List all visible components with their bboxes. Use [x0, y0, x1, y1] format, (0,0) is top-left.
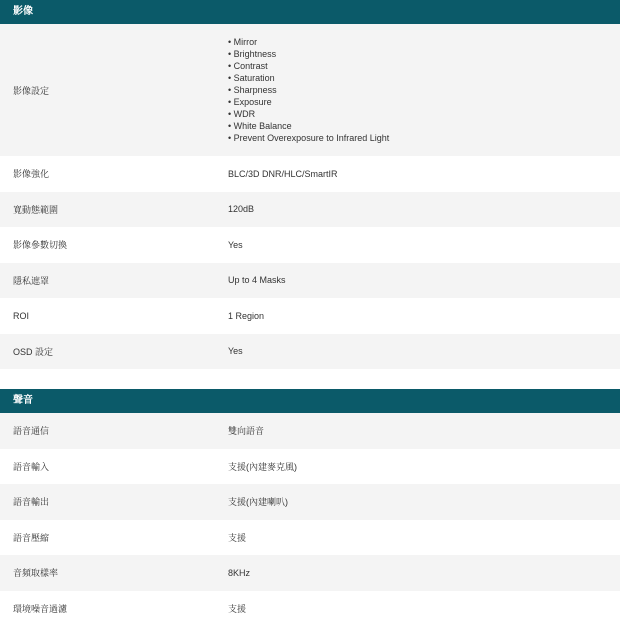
spec-value	[213, 24, 620, 156]
spec-label: 語音壓縮	[0, 520, 213, 556]
audio-spec-table	[0, 413, 620, 620]
table-row	[0, 591, 620, 620]
spec-label: ROI	[0, 298, 213, 334]
spec-value: 支援	[213, 520, 620, 556]
image-settings-list	[228, 36, 620, 145]
section-spacer	[0, 369, 620, 389]
list-item: • WDR	[228, 108, 620, 120]
spec-value: 支援(內建喇叭)	[213, 484, 620, 520]
video-section-title: 影像	[0, 0, 620, 24]
spec-label: 語音輸入	[0, 449, 213, 485]
list-item: • Brightness	[228, 48, 620, 60]
list-item: • White Balance	[228, 120, 620, 132]
spec-label: 影像設定	[0, 24, 213, 156]
list-item: • Sharpness	[228, 84, 620, 96]
spec-value: 120dB	[213, 192, 620, 228]
table-row	[0, 192, 620, 228]
list-item: • Contrast	[228, 60, 620, 72]
list-item: • Mirror	[228, 36, 620, 48]
table-row	[0, 227, 620, 263]
video-spec-table	[0, 24, 620, 369]
spec-label: 影像強化	[0, 156, 213, 192]
audio-section-title: 聲音	[0, 389, 620, 413]
table-row	[0, 555, 620, 591]
spec-value: 8KHz	[213, 555, 620, 591]
list-item: • Saturation	[228, 72, 620, 84]
spec-value: 雙向語音	[213, 413, 620, 449]
spec-label: 影像參數切換	[0, 227, 213, 263]
list-item: • Prevent Overexposure to Infrared Light	[228, 132, 620, 144]
spec-label: 環境噪音過濾	[0, 591, 213, 620]
spec-label: 音頻取樣率	[0, 555, 213, 591]
list-item: • Exposure	[228, 96, 620, 108]
table-row	[0, 156, 620, 192]
spec-value: 支援(內建麥克風)	[213, 449, 620, 485]
spec-value: 1 Region	[213, 298, 620, 334]
spec-label: 寬動態範圍	[0, 192, 213, 228]
spec-label: 隱私遮罩	[0, 263, 213, 299]
spec-value: Yes	[213, 227, 620, 263]
table-row	[0, 484, 620, 520]
spec-value: Yes	[213, 334, 620, 370]
table-row	[0, 449, 620, 485]
table-row	[0, 520, 620, 556]
spec-value: Up to 4 Masks	[213, 263, 620, 299]
table-row	[0, 298, 620, 334]
table-row	[0, 24, 620, 156]
table-row	[0, 263, 620, 299]
audio-section	[0, 389, 620, 620]
spec-label: OSD 設定	[0, 334, 213, 370]
spec-label: 語音輸出	[0, 484, 213, 520]
spec-value: 支援	[213, 591, 620, 620]
table-row	[0, 334, 620, 370]
table-row	[0, 413, 620, 449]
spec-label: 語音通信	[0, 413, 213, 449]
spec-value: BLC/3D DNR/HLC/SmartIR	[213, 156, 620, 192]
